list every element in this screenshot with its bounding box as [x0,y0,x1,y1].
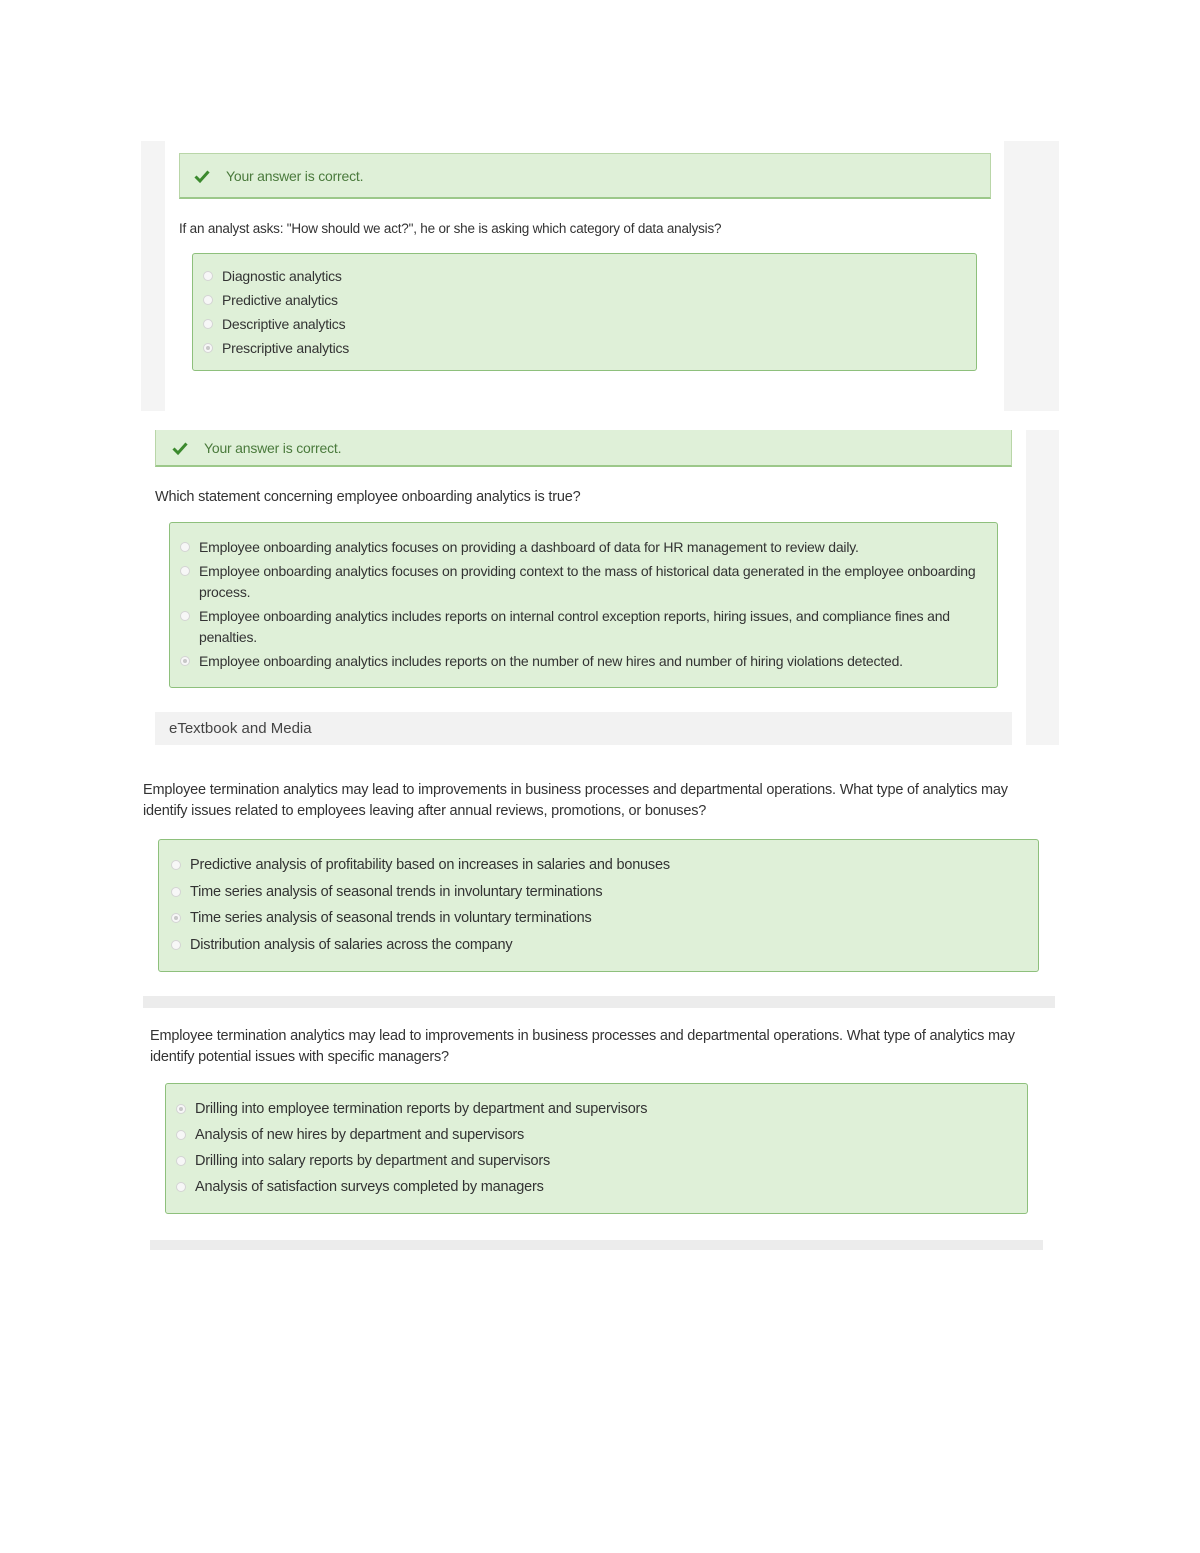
radio-button-selected[interactable] [171,913,181,923]
radio-button-selected[interactable] [176,1104,186,1114]
answer-option[interactable] [203,266,976,290]
option-label: Time series analysis of seasonal trends in voluntary terminations [190,910,592,926]
option-label: Employee onboarding analytics includes reports on the number of new hires and number of hiring violations detected. [199,653,903,669]
answer-option[interactable] [176,1099,1027,1125]
check-icon [194,168,210,184]
radio-button[interactable] [203,295,213,305]
answer-option[interactable] [171,908,1038,935]
section-divider [150,1240,1043,1250]
radio-button-selected[interactable] [203,343,213,353]
etextbook-media-link[interactable] [155,712,1012,745]
option-label: Analysis of new hires by department and supervisors [195,1127,525,1143]
option-label: Distribution analysis of salaries across the company [190,936,513,953]
answer-option[interactable] [180,561,977,603]
option-label: Employee onboarding analytics focuses on providing context to the mass of historical data generated in the employee onboarding process. [199,563,976,600]
option-label: Diagnostic analytics [222,268,342,284]
answer-options [192,253,977,371]
panel-left-edge [141,141,165,411]
answer-option[interactable] [180,537,977,558]
radio-button-selected[interactable] [180,656,190,666]
option-label: Analysis of satisfaction surveys completed by managers [195,1179,544,1195]
answer-option[interactable] [176,1177,1027,1203]
correct-feedback-banner [155,430,1012,467]
check-icon [172,440,188,456]
answer-option[interactable] [180,606,977,648]
option-label: Drilling into salary reports by department and supervisors [195,1153,551,1169]
answer-option[interactable] [203,338,976,362]
answer-option[interactable] [203,314,976,338]
radio-button[interactable] [171,887,181,897]
option-label: Predictive analysis of profitability based on increases in salaries and bonuses [190,857,670,873]
panel-right-edge [1004,141,1059,411]
option-label: Employee onboarding analytics includes reports on internal control exception reports, hiring issues, and compliance fines and penalties. [199,608,950,645]
radio-button[interactable] [171,940,181,950]
answer-options [169,522,998,688]
question-text: Employee termination analytics may lead to improvements in business processes and departmental operations. What type of analytics may identify issues related to employees leaving after annual reviews, promotions, or bonuses? [143,782,1008,819]
section-divider [143,996,1055,1008]
question-text: If an analyst asks: "How should we act?", he or she is asking which category of data analysis? [179,221,722,236]
radio-button[interactable] [176,1156,186,1166]
radio-button[interactable] [176,1130,186,1140]
radio-button[interactable] [203,271,213,281]
feedback-message: Your answer is correct. [204,439,342,456]
option-label: Descriptive analytics [222,316,346,332]
question-text: Employee termination analytics may lead to improvements in business processes and departmental operations. What type of analytics may identify potential issues with specific managers? [150,1028,1015,1065]
answer-option[interactable] [180,651,977,672]
option-label: Time series analysis of seasonal trends in involuntary terminations [190,883,603,900]
answer-option[interactable] [171,882,1038,909]
option-label: Prescriptive analytics [222,340,350,356]
answer-option[interactable] [176,1125,1027,1151]
answer-option[interactable] [203,290,976,314]
answer-options [158,839,1039,972]
radio-button[interactable] [171,860,181,870]
radio-button[interactable] [203,319,213,329]
etextbook-media-label: eTextbook and Media [169,720,312,737]
correct-feedback-banner [179,153,991,199]
radio-button[interactable] [180,611,190,621]
answer-option[interactable] [171,935,1038,962]
radio-button[interactable] [180,542,190,552]
option-label: Employee onboarding analytics focuses on providing a dashboard of data for HR management to review daily. [199,539,859,555]
feedback-message: Your answer is correct. [226,167,364,184]
radio-button[interactable] [180,566,190,576]
question-text: Which statement concerning employee onboarding analytics is true? [155,489,581,505]
answer-option[interactable] [176,1151,1027,1177]
option-label: Drilling into employee termination reports by department and supervisors [195,1101,648,1117]
answer-options [165,1083,1028,1214]
answer-option[interactable] [171,855,1038,882]
panel-right-edge [1026,430,1059,745]
radio-button[interactable] [176,1182,186,1192]
option-label: Predictive analytics [222,292,338,308]
